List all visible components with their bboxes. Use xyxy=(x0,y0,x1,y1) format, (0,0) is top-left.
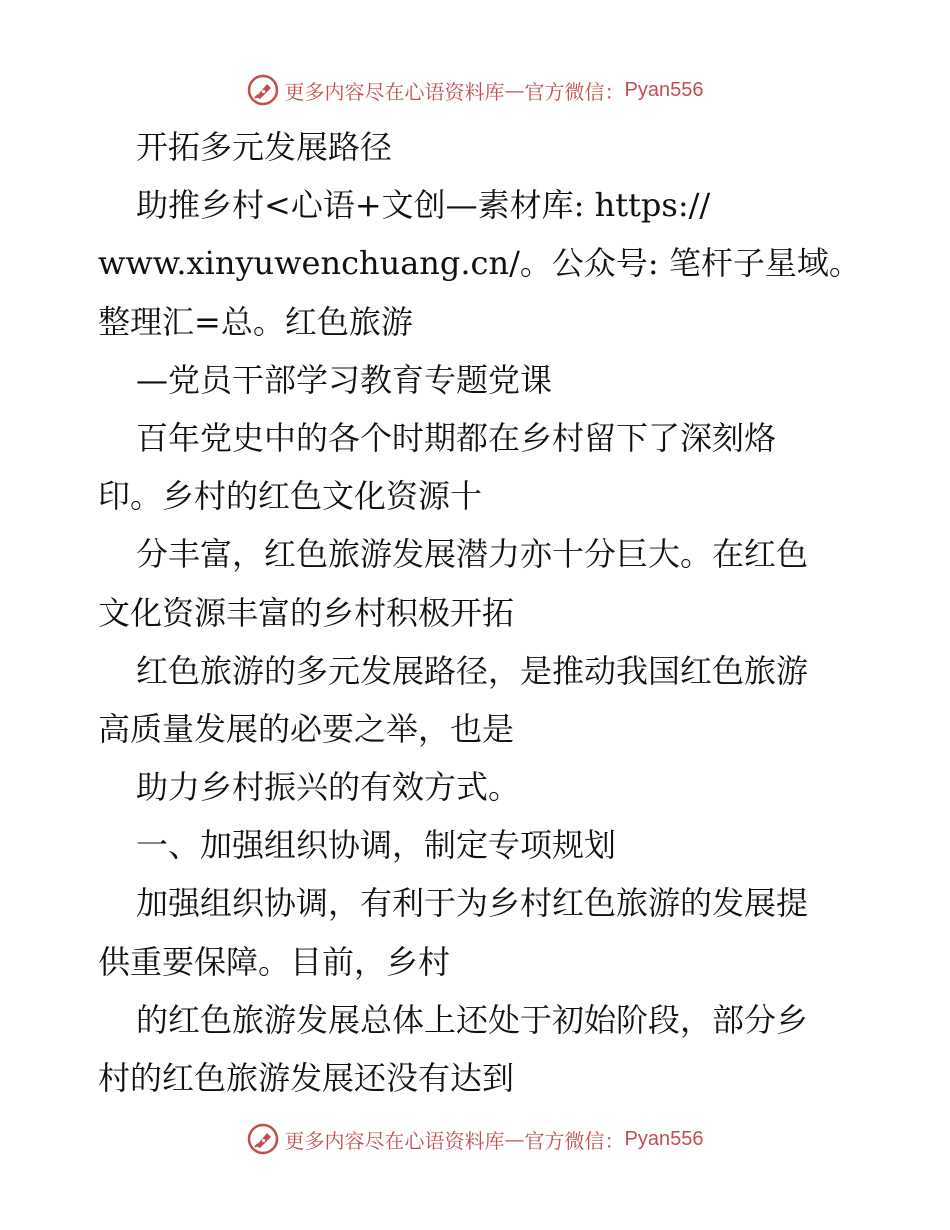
body-line: 高质量发展的必要之举，也是 xyxy=(98,709,515,748)
footer-banner xyxy=(0,1119,950,1159)
banner-wechat-label: 官方微信： xyxy=(524,79,625,104)
banner-site-text: 更多内容尽在心语资料库 xyxy=(284,1128,505,1153)
body-line: 文化资源丰富的乡村积极开拓 xyxy=(98,593,515,632)
body-line: —党员干部学习教育专题党课 xyxy=(136,360,553,399)
body-line: 分丰富，红色旅游发展潜力亦十分巨大。在红色 xyxy=(136,535,809,574)
banner-wechat-id: Pyan556 xyxy=(624,78,704,101)
body-line: 供重要保障。目前，乡村 xyxy=(98,942,451,981)
body-line: 整理汇=总。红色旅游 xyxy=(98,302,413,341)
body-line: 印。乡村的红色文化资源十 xyxy=(98,477,483,516)
body-line: 加强组织协调，有利于为乡村红色旅游的发展提 xyxy=(136,884,809,923)
body-line: www.xinyuwenchuang.cn/。公众号: 笔杆子星域。 xyxy=(98,244,861,283)
banner-wechat-label: 官方微信： xyxy=(524,1128,625,1153)
pen-nib-logo-icon xyxy=(247,74,279,106)
body-line: 百年党史中的各个时期都在乡村留下了深刻烙 xyxy=(136,418,777,457)
body-line: 红色旅游的多元发展路径，是推动我国红色旅游 xyxy=(136,651,809,690)
body-line: 助推乡村<心语+文创—素材库: https:// xyxy=(136,186,711,225)
body-line: 一、加强组织协调，制定专项规划 xyxy=(136,826,617,865)
banner-site-text: 更多内容尽在心语资料库 xyxy=(284,79,505,104)
document-body xyxy=(98,118,861,1107)
body-line: 开拓多元发展路径 xyxy=(136,128,393,166)
pen-nib-logo-icon xyxy=(247,1123,279,1155)
banner-separator: — xyxy=(504,78,525,102)
body-line: 助力乡村振兴的有效方式。 xyxy=(136,768,521,807)
banner-separator: — xyxy=(504,1127,525,1151)
body-line: 村的红色旅游发展还没有达到 xyxy=(98,1059,515,1097)
banner-wechat-id: Pyan556 xyxy=(624,1127,704,1150)
body-line: 的红色旅游发展总体上还处于初始阶段，部分乡 xyxy=(136,1000,809,1039)
header-banner xyxy=(0,70,950,110)
